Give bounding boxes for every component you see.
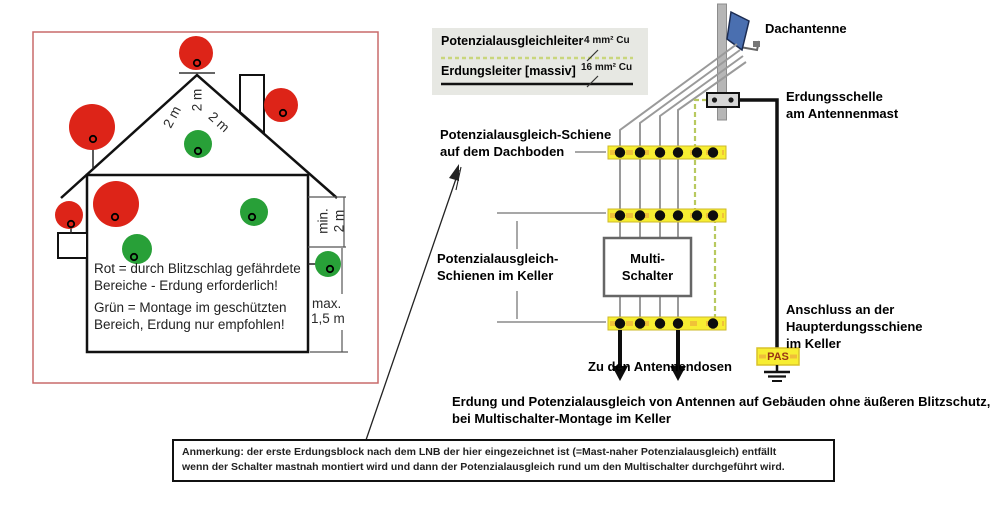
multiswitch-label (604, 238, 691, 296)
left-annex (58, 233, 87, 258)
caption-line2: bei Multischalter-Montage im Keller (452, 410, 671, 426)
main-earth-label-line1: Anschluss an der (786, 302, 895, 317)
legend-item-earth-spec: 16 mm² Cu (581, 62, 633, 73)
note-arrow (366, 164, 461, 440)
clamp-label-line1: Erdungsschelle (786, 89, 883, 104)
house-legend-text (94, 261, 309, 333)
main-earth-label (786, 301, 923, 352)
green-safe-zone (315, 251, 341, 277)
diagram-caption (452, 394, 990, 427)
red-legend-line1: Rot = durch Blitzschlag gefährdete (94, 261, 301, 276)
green-safe-zone (240, 198, 268, 226)
roof-distance-apex: 2 m (189, 88, 205, 112)
legend-item-bonding-label: Potenzialausgleichleiter (441, 34, 584, 48)
roof-distance-right: 2 m (205, 108, 233, 136)
red-danger-zone-area (55, 201, 83, 229)
green-legend-line1: Grün = Montage im geschützten (94, 300, 287, 315)
green-safe-zone (122, 234, 152, 264)
antenna-label: Dachantenne (765, 21, 847, 36)
ground-symbol-icon (764, 365, 790, 381)
attic-rail-label (440, 126, 611, 160)
main-earth-label-line3: im Keller (786, 336, 841, 351)
label-connectors (497, 152, 606, 322)
legend-item-bonding-spec: 4 mm² Cu (584, 35, 630, 46)
multiswitch-label-line1: Multi- (630, 251, 665, 266)
satellite-dish-icon (727, 12, 760, 50)
attic-rail-label-line1: Potenzialausgleich-Schiene (440, 127, 612, 142)
green-safe-zone-area (315, 251, 341, 277)
grounding-clamp (707, 93, 739, 107)
attic-rail-label-line2: auf dem Dachboden (440, 144, 565, 159)
green-safe-zone-area (240, 198, 268, 226)
note-line2: wenn der Schalter mastnah montiert wird und dann der Potenzialausgleich rund um den Multischalter durchgeführt wird. (182, 461, 785, 473)
min-distance-value: 2 m (331, 209, 347, 233)
multiswitch-label-line2: Schalter (621, 268, 674, 283)
red-danger-zone (93, 181, 139, 227)
legend-item-earth-label: Erdungsleiter [massiv] (441, 64, 576, 78)
red-danger-zone (55, 201, 83, 229)
earth-conductor (739, 100, 777, 348)
cellar-rails-label-line1: Potenzialausgleich- (437, 251, 559, 266)
red-danger-zone (69, 104, 115, 150)
max-distance-word: max. (312, 296, 342, 311)
clamp-label-line2: am Antennenmast (786, 106, 899, 121)
note-box (172, 439, 835, 482)
caption-line1: Erdung und Potenzialausgleich von Antennen auf Gebäuden ohne äußeren Blitzschutz, (452, 394, 991, 409)
green-legend-line2: Bereich, Erdung nur empfohlen! (94, 316, 285, 332)
cellar-rails-label-line2: Schienen im Keller (437, 268, 554, 283)
rail-attic (608, 146, 726, 159)
red-legend-line2: Bereiche - Erdung erforderlich! (94, 277, 278, 293)
green-safe-zone (184, 130, 212, 158)
clamp-label (786, 88, 898, 122)
red-danger-zone (179, 36, 213, 70)
cellar-rails-label (437, 250, 558, 284)
roof-distance-left: 2 m (160, 103, 184, 131)
outlets-label: Zu den Antennendosen (588, 359, 732, 374)
red-danger-zone-area (179, 36, 213, 70)
red-danger-zone (264, 88, 298, 122)
rail-cellar-upper (608, 209, 726, 222)
rail-cellar-lower (608, 317, 726, 330)
min-distance-word: min. (315, 208, 331, 234)
pas-label: PAS (767, 350, 789, 363)
max-distance-value: 1,5 m (311, 311, 345, 326)
main-earth-label-line2: Haupterdungsschiene (786, 319, 923, 334)
note-line1: Anmerkung: der erste Erdungsblock nach dem LNB der hier eingezeichnet ist (=Mast-naher Potenzialausgleich) entfällt (182, 446, 777, 458)
red-danger-zone-area (264, 88, 298, 122)
red-danger-zone-area (69, 104, 115, 150)
